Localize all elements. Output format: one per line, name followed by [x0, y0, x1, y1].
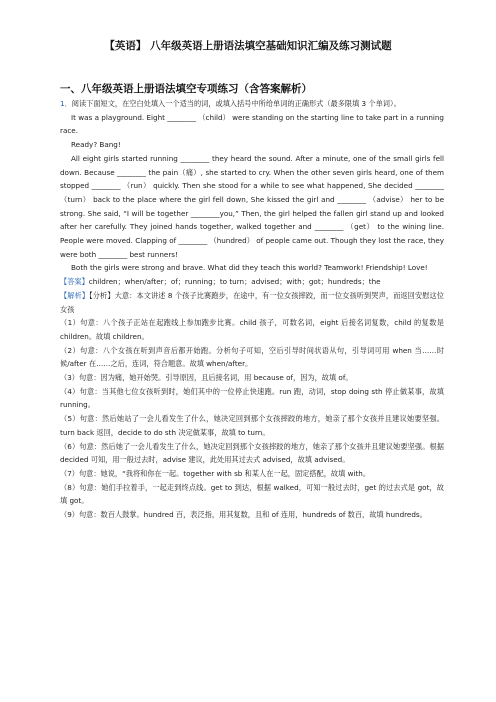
answer-text: children；when/after；of；running；to turn；advised；with；got；hundreds；the: [88, 277, 381, 287]
analysis-item: （5）句意：然后她站了一会儿看发生了什么，她决定回到那个女孩摔跤的地方，她亲了那个女孩并且建议她要坚强。turn back 返回，decide to do sth 决定做某事，故填 to turn。: [60, 414, 444, 437]
analysis-item: （4）句意：当其他七位女孩听到时，她们其中的一位停止快速跑。run 跑，动词，stop doing sth 停止做某事，故填 running。: [60, 386, 444, 410]
passage-paragraph-3: All eight girls started running ________ they heard the sound. After a minute, one of the small girls fell down. Because ________ the pain（痛）, she started to cry. When the other seven girls heard, one of them stopped ________ （run） quickly. Then she stood for a while to see what happened, She decided ________ （turn） back to the place where the girl fell down, She kissed the girl and ________ （advise） her to be strong. She said, “I will be together ________you,” Then, the girl helped the fallen girl stand up and looked after her carefully. They joined hands together, walked together and ________ （get） to the wining line. People were moved. Clapping of ________ （hundred） of people came out. Though they lost the race, they were both ________ best runners!: [60, 153, 444, 259]
section-heading: 一、八年级英语上册语法填空专项练习（含答案解析）: [60, 83, 312, 95]
analysis-item: （8）句意：她们手拉着手，一起走到终点线。get to 到达，根据 walked，可知一般过去时，get 的过去式是 got，故填 got。: [60, 482, 444, 506]
passage-paragraph-1: It was a playground. Eight ________ （child） were standing on the starting line to take part in a running race.: [60, 112, 444, 136]
page-title: 【英语】 八年级英语上册语法填空基础知识汇编及练习测试题: [104, 40, 392, 52]
question-prompt: 1．阅读下面短文，在空白处填入一个适当的词，或填入括号中所给单词的正确形式（最多限填 3 个单词）。: [60, 99, 401, 108]
passage-paragraph-4: Both the girls were strong and brave. What did they teach this world? Teamwork! Friendship! Love!: [71, 263, 428, 273]
analysis-tag: 【解析】: [60, 290, 90, 300]
passage-paragraph-2: Ready? Bang!: [71, 140, 121, 150]
analysis-item: （7）句意：她说，“我将和你在一起。together with sb 和某人在一起，固定搭配，故填 with。: [60, 468, 371, 478]
analysis-item: （1）句意：八个孩子正站在起跑线上参加跑步比赛。child 孩子，可数名词，eight 后接名词复数，child 的复数是 children。故填 children。: [60, 318, 444, 341]
analysis-intro: 【解析】【分析】大意：本文讲述 8 个孩子比赛跑步，在途中，有一位女孩摔跤，而一位女孩听到哭声，而返回安慰这位女孩: [60, 290, 444, 314]
answer-tag: 【答案】: [60, 277, 89, 287]
analysis-item: （6）句意：然后她了一会儿看发生了什么，她决定回到那个女孩摔跤的地方，她亲了那个女孩并且建议她要坚强。根据 decided 可知，用一般过去时，advise 建议，此处用其过去式 advised，故填 advised。: [60, 441, 444, 465]
analysis-item: （9）句意：数百人鼓掌。hundred 百，表泛指，用其复数，且和 of 连用，hundreds of 数百，故填 hundreds。: [60, 510, 427, 520]
question-content: [60, 97, 444, 522]
analysis-item: （3）句意：因为痛，她开始哭。引导原因，且后接名词，用 because of，因为，故填 of。: [60, 373, 353, 383]
analysis-item: （2）句意：八个女孩在听到声音后都开始跑。分析句子可知，空后引导时间状语从句，引导词可用 when 当……时候/after 在……之后，连词，符合题意。故填 when/after。: [60, 345, 444, 369]
question-number: 1．: [60, 99, 72, 108]
answer-line: [60, 275, 444, 289]
